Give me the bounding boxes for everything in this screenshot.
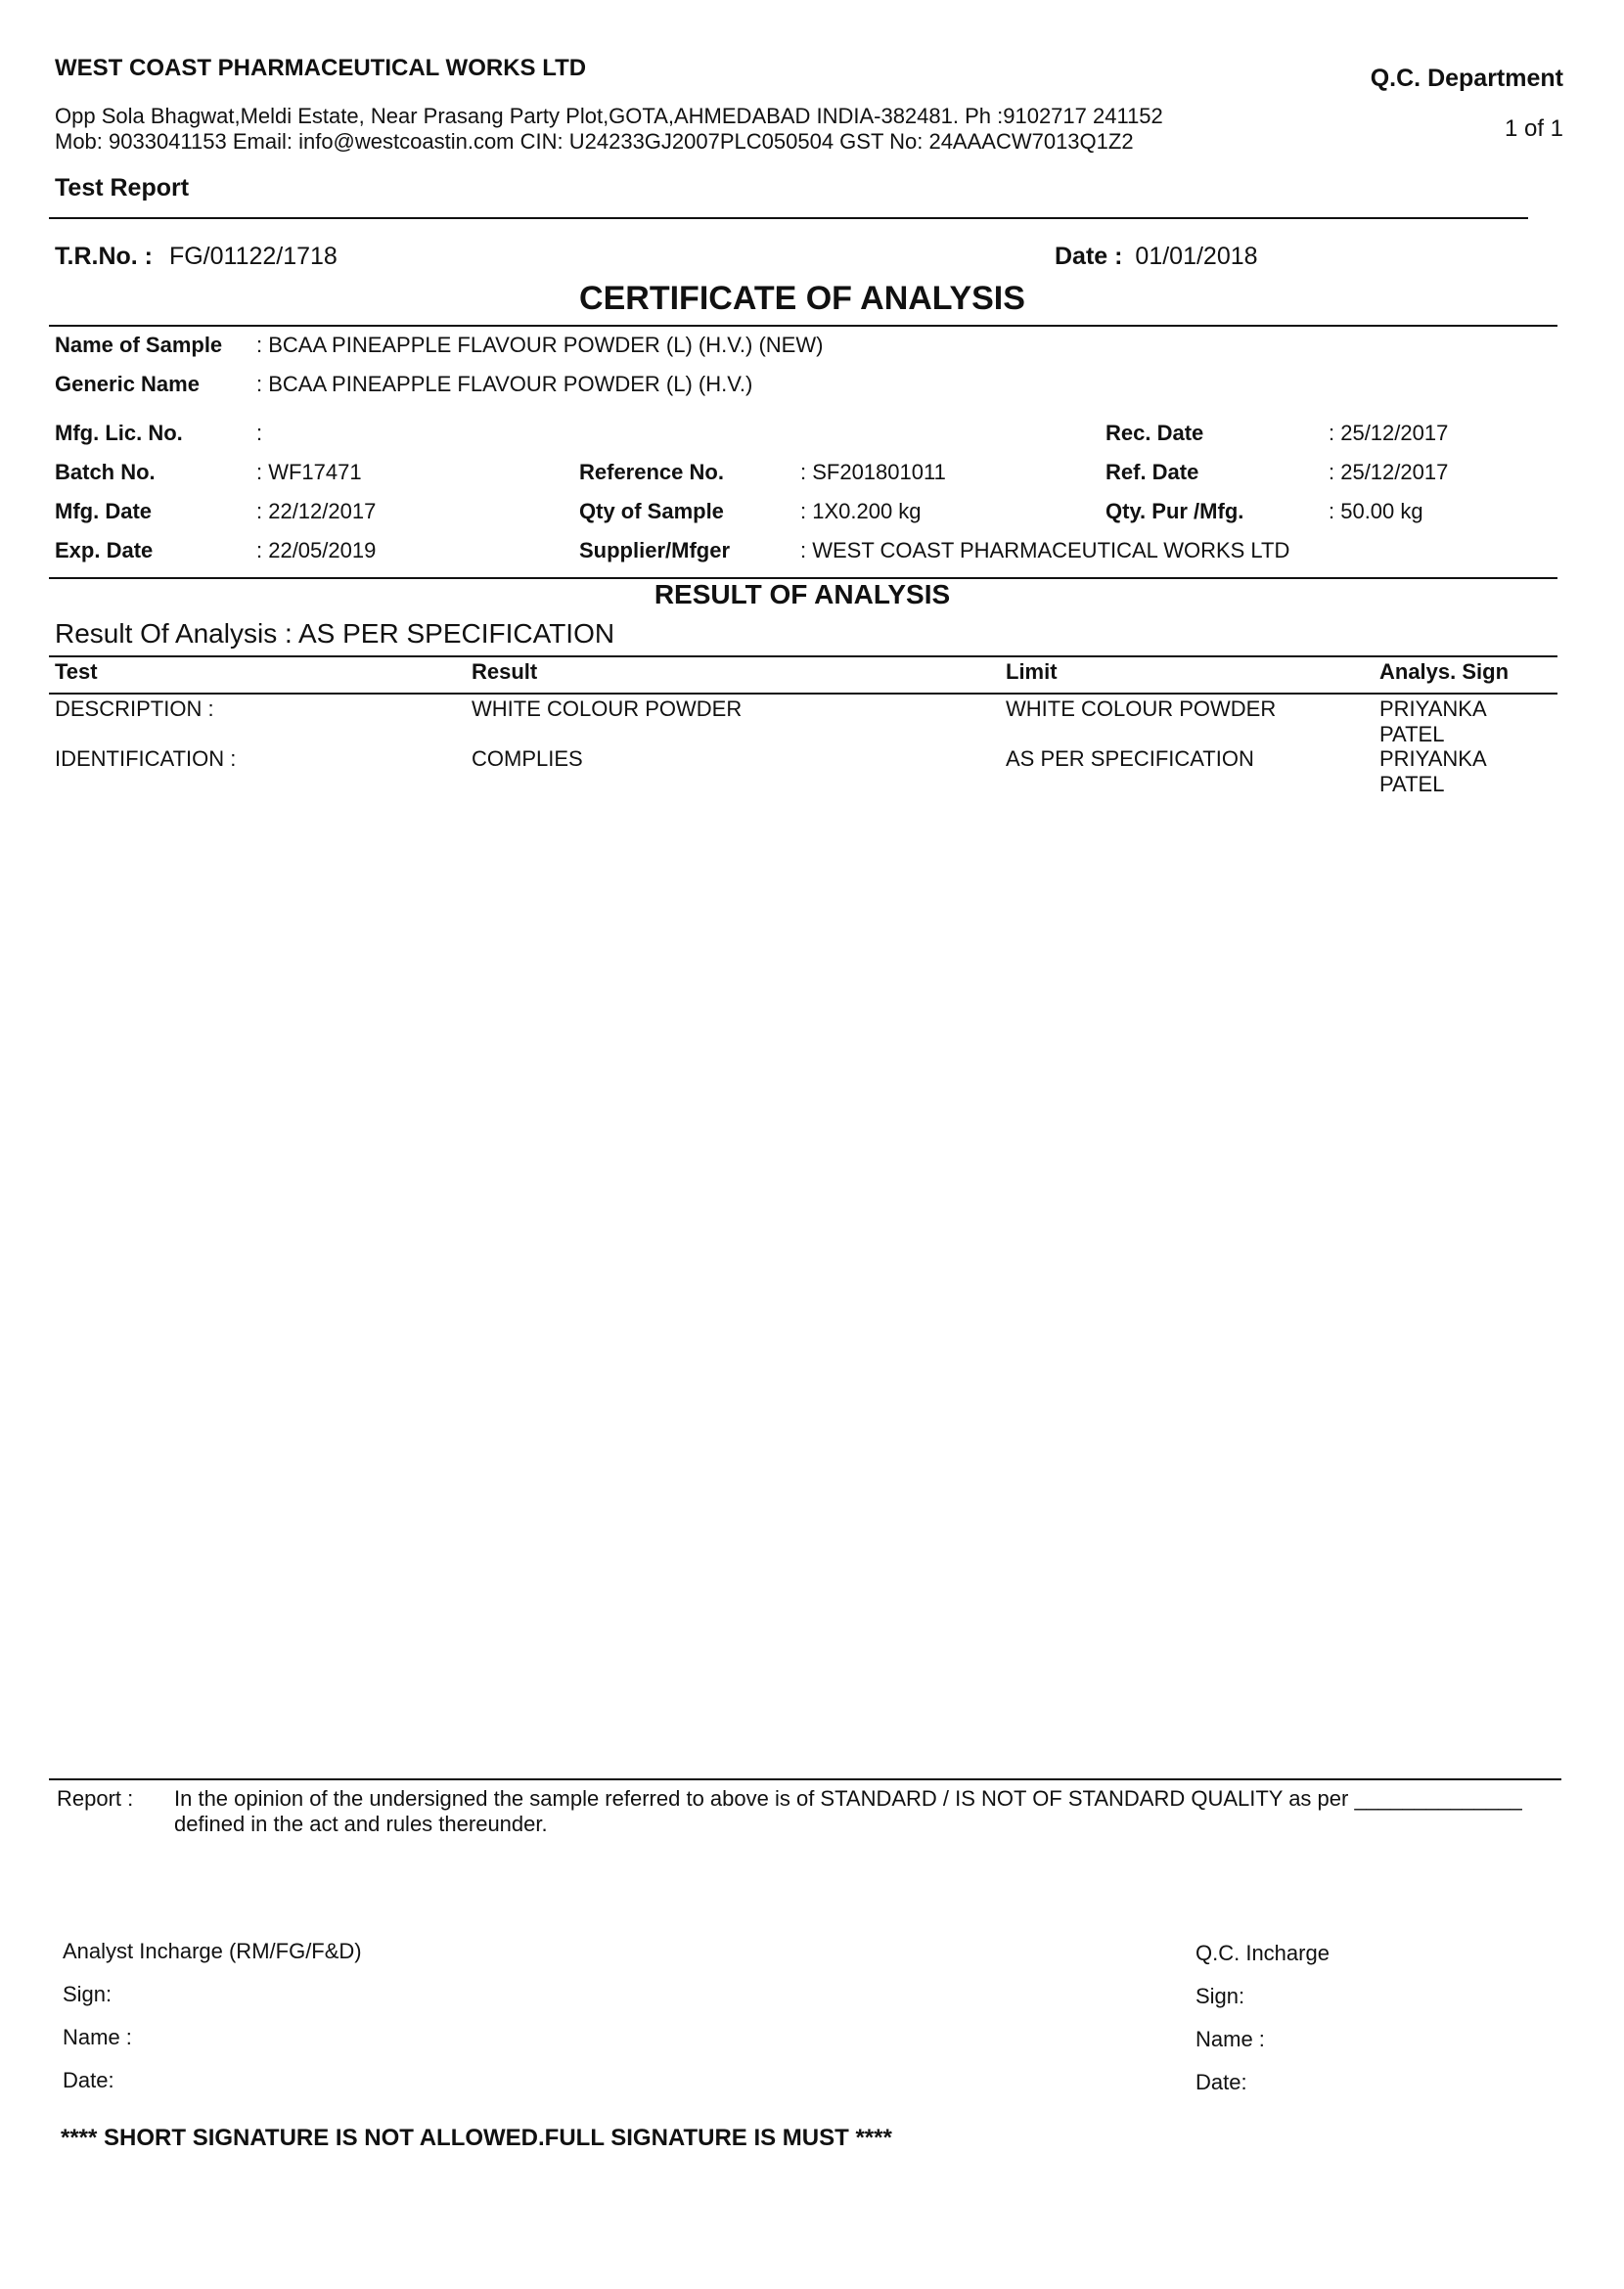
ref-date-value: : 25/12/2017: [1329, 460, 1449, 484]
analyst-name-label: Name :: [63, 2025, 132, 2049]
analyst-date-label: Date:: [63, 2068, 114, 2092]
report-text-line-1: In the opinion of the undersigned the sample referred to above is of STANDARD / IS NOT OF STANDARD QUALITY as per ______________: [174, 1786, 1522, 1811]
rec-date-value: : 25/12/2017: [1329, 421, 1449, 445]
generic-name-label: Generic Name: [55, 372, 200, 396]
mfg-lic-value: :: [256, 421, 263, 445]
qc-sign-label: Sign:: [1195, 1984, 1245, 2008]
company-name: WEST COAST PHARMACEUTICAL WORKS LTD: [55, 55, 587, 81]
qty-of-sample-label: Qty of Sample: [579, 499, 724, 523]
ref-date-label: Ref. Date: [1105, 460, 1199, 484]
report-date-value: 01/01/2018: [1135, 243, 1258, 270]
name-of-sample-label: Name of Sample: [55, 333, 223, 357]
test-name: IDENTIFICATION :: [55, 746, 237, 771]
mfg-date-label: Mfg. Date: [55, 499, 152, 523]
table-header-border: [49, 693, 1557, 695]
tr-number: [55, 243, 338, 271]
supplier-value: : WEST COAST PHARMACEUTICAL WORKS LTD: [800, 538, 1290, 562]
analyst-sign: PRIYANKA PATEL: [1379, 696, 1486, 746]
reference-no-value: : SF201801011: [800, 460, 946, 484]
analyst-incharge-title: Analyst Incharge (RM/FG/F&D): [63, 1939, 362, 1963]
tr-number-label: T.R.No. :: [55, 243, 153, 270]
title-divider: [49, 325, 1557, 327]
column-header-analyst-sign: Analys. Sign: [1379, 659, 1510, 684]
analyst-sign: PRIYANKA PATEL: [1379, 746, 1486, 796]
page-number: 1 of 1: [1504, 115, 1563, 142]
department-label: Q.C. Department: [1370, 65, 1563, 92]
mfg-date-value: : 22/12/2017: [256, 499, 377, 523]
tr-number-value: FG/01122/1718: [168, 243, 338, 270]
signature-policy-note: **** SHORT SIGNATURE IS NOT ALLOWED.FULL SIGNATURE IS MUST ****: [61, 2125, 892, 2151]
qc-name-label: Name :: [1195, 2027, 1265, 2051]
column-header-limit: Limit: [1006, 659, 1058, 684]
reference-no-label: Reference No.: [579, 460, 724, 484]
qc-incharge-title: Q.C. Incharge: [1195, 1941, 1330, 1965]
generic-name-value: : BCAA PINEAPPLE FLAVOUR POWDER (L) (H.V.): [256, 372, 753, 396]
exp-date-value: : 22/05/2019: [256, 538, 377, 562]
result-summary: Result Of Analysis : AS PER SPECIFICATION: [55, 618, 615, 649]
test-result: COMPLIES: [472, 746, 583, 771]
qty-pur-mfg-value: : 50.00 kg: [1329, 499, 1423, 523]
supplier-label: Supplier/Mfger: [579, 538, 731, 562]
header-divider: [49, 217, 1528, 219]
address-line-2: Mob: 9033041153 Email: info@westcoastin.com CIN: U24233GJ2007PLC050504 GST No: 24AAACW7013Q1Z2: [55, 129, 1134, 154]
batch-no-label: Batch No.: [55, 460, 156, 484]
qty-pur-mfg-label: Qty. Pur /Mfg.: [1105, 499, 1244, 523]
certificate-title: CERTIFICATE OF ANALYSIS: [579, 280, 1025, 317]
test-result: WHITE COLOUR POWDER: [472, 696, 743, 721]
address-line-1: Opp Sola Bhagwat,Meldi Estate, Near Prasang Party Plot,GOTA,AHMEDABAD INDIA-382481. Ph :9102717 241152: [55, 104, 1163, 128]
report-label: Report :: [57, 1786, 134, 1811]
result-of-analysis-heading: RESULT OF ANALYSIS: [654, 579, 951, 609]
test-limit: AS PER SPECIFICATION: [1006, 746, 1254, 771]
mfg-lic-label: Mfg. Lic. No.: [55, 421, 183, 445]
qty-of-sample-value: : 1X0.200 kg: [800, 499, 922, 523]
report-type: Test Report: [55, 174, 190, 202]
name-of-sample-value: : BCAA PINEAPPLE FLAVOUR POWDER (L) (H.V.) (NEW): [256, 333, 824, 357]
column-header-test: Test: [55, 659, 98, 684]
batch-no-value: : WF17471: [256, 460, 362, 484]
report-divider: [49, 1778, 1561, 1780]
test-limit: WHITE COLOUR POWDER: [1006, 696, 1277, 721]
test-name: DESCRIPTION :: [55, 696, 214, 721]
rec-date-label: Rec. Date: [1105, 421, 1204, 445]
report-text-line-2: defined in the act and rules thereunder.: [174, 1812, 548, 1836]
report-date: [1055, 243, 1258, 271]
analyst-sign-label: Sign:: [63, 1982, 113, 2006]
column-header-result: Result: [472, 659, 538, 684]
table-top-border: [49, 655, 1557, 657]
report-date-label: Date :: [1055, 243, 1123, 270]
exp-date-label: Exp. Date: [55, 538, 154, 562]
qc-date-label: Date:: [1195, 2070, 1247, 2094]
